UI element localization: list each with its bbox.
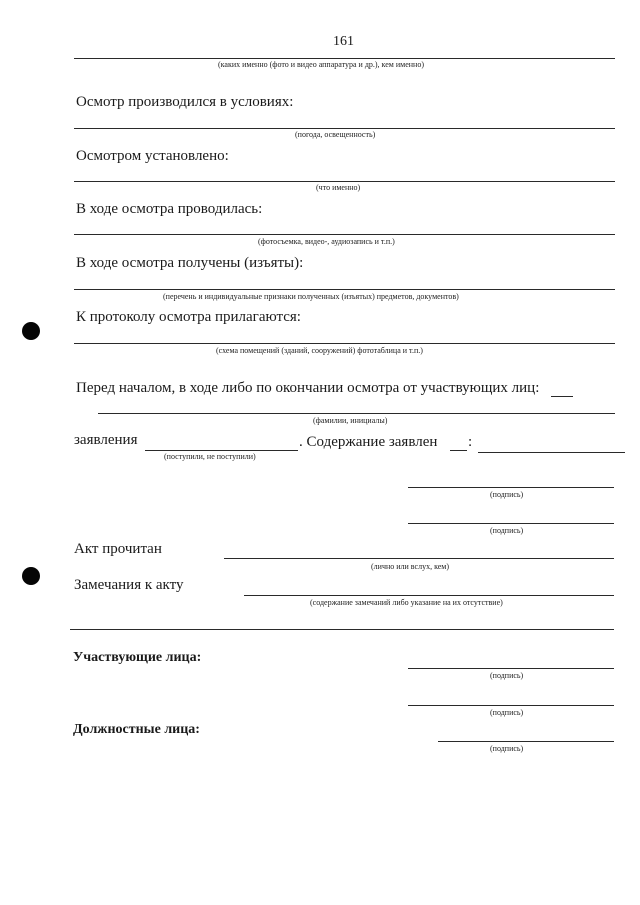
names-line[interactable] bbox=[98, 413, 615, 414]
punch-hole-top bbox=[22, 322, 40, 340]
participants-label: Участвующие лица: bbox=[73, 650, 202, 665]
statement-colon: : bbox=[468, 434, 473, 450]
page-number: 161 bbox=[333, 34, 354, 49]
officials-label: Должностные лица: bbox=[73, 722, 200, 737]
remarks-full-line[interactable] bbox=[70, 629, 614, 630]
statements-from-short-line[interactable] bbox=[551, 396, 573, 397]
attached-caption: (схема помещений (зданий, сооружений) фототаблица и т.п.) bbox=[216, 346, 423, 355]
signature-caption-5: (подпись) bbox=[490, 744, 524, 753]
signature-line-4[interactable] bbox=[408, 705, 614, 706]
conducted-label: В ходе осмотра проводилась: bbox=[76, 201, 263, 217]
signature-caption-4: (подпись) bbox=[490, 708, 524, 717]
received-caption: (поступили, не поступили) bbox=[164, 452, 256, 461]
remarks-line[interactable] bbox=[244, 595, 614, 596]
signature-line-5[interactable] bbox=[438, 741, 614, 742]
statement-content-line[interactable] bbox=[478, 452, 625, 453]
statements-received-line[interactable] bbox=[145, 450, 298, 451]
punch-hole-bottom bbox=[22, 567, 40, 585]
statement-content-short-line[interactable] bbox=[450, 450, 467, 451]
established-label: Осмотром установлено: bbox=[76, 148, 229, 164]
obtained-caption: (перечень и индивидуальные признаки полученных (изъятых) предметов, документов) bbox=[163, 292, 459, 301]
signature-line-3[interactable] bbox=[408, 668, 614, 669]
conditions-label: Осмотр производился в условиях: bbox=[76, 94, 294, 110]
act-read-label: Акт прочитан bbox=[74, 541, 162, 557]
apparatus-line[interactable] bbox=[74, 58, 615, 59]
conducted-line[interactable] bbox=[74, 234, 615, 235]
signature-caption-1: (подпись) bbox=[490, 490, 524, 499]
established-line[interactable] bbox=[74, 181, 615, 182]
read-how-caption: (лично или вслух, кем) bbox=[371, 562, 450, 571]
conducted-caption: (фотосъемка, видео-, аудиозапись и т.п.) bbox=[258, 237, 395, 246]
statement-content-label: . Содержание заявлен bbox=[299, 434, 438, 450]
apparatus-caption: (каких именно (фото и видео аппаратура и др.), кем именно) bbox=[218, 60, 424, 69]
act-read-line[interactable] bbox=[224, 558, 614, 559]
established-caption: (что именно) bbox=[316, 183, 361, 192]
attached-line[interactable] bbox=[74, 343, 615, 344]
statements-label: заявления bbox=[74, 432, 138, 448]
signature-line-1[interactable] bbox=[408, 487, 614, 488]
obtained-label: В ходе осмотра получены (изъяты): bbox=[76, 255, 304, 271]
signature-caption-2: (подпись) bbox=[490, 526, 524, 535]
names-caption: (фамилии, инициалы) bbox=[313, 416, 388, 425]
remarks-caption: (содержание замечаний либо указание на их отсутствие) bbox=[310, 598, 503, 607]
signature-line-2[interactable] bbox=[408, 523, 614, 524]
signature-caption-3: (подпись) bbox=[490, 671, 524, 680]
conditions-line[interactable] bbox=[74, 128, 615, 129]
obtained-line[interactable] bbox=[74, 289, 615, 290]
statements-from-label: Перед началом, в ходе либо по окончании осмотра от участвующих лиц: bbox=[76, 380, 540, 396]
remarks-label: Замечания к акту bbox=[74, 577, 184, 593]
attached-label: К протоколу осмотра прилагаются: bbox=[76, 309, 301, 325]
conditions-caption: (погода, освещенность) bbox=[295, 130, 376, 139]
